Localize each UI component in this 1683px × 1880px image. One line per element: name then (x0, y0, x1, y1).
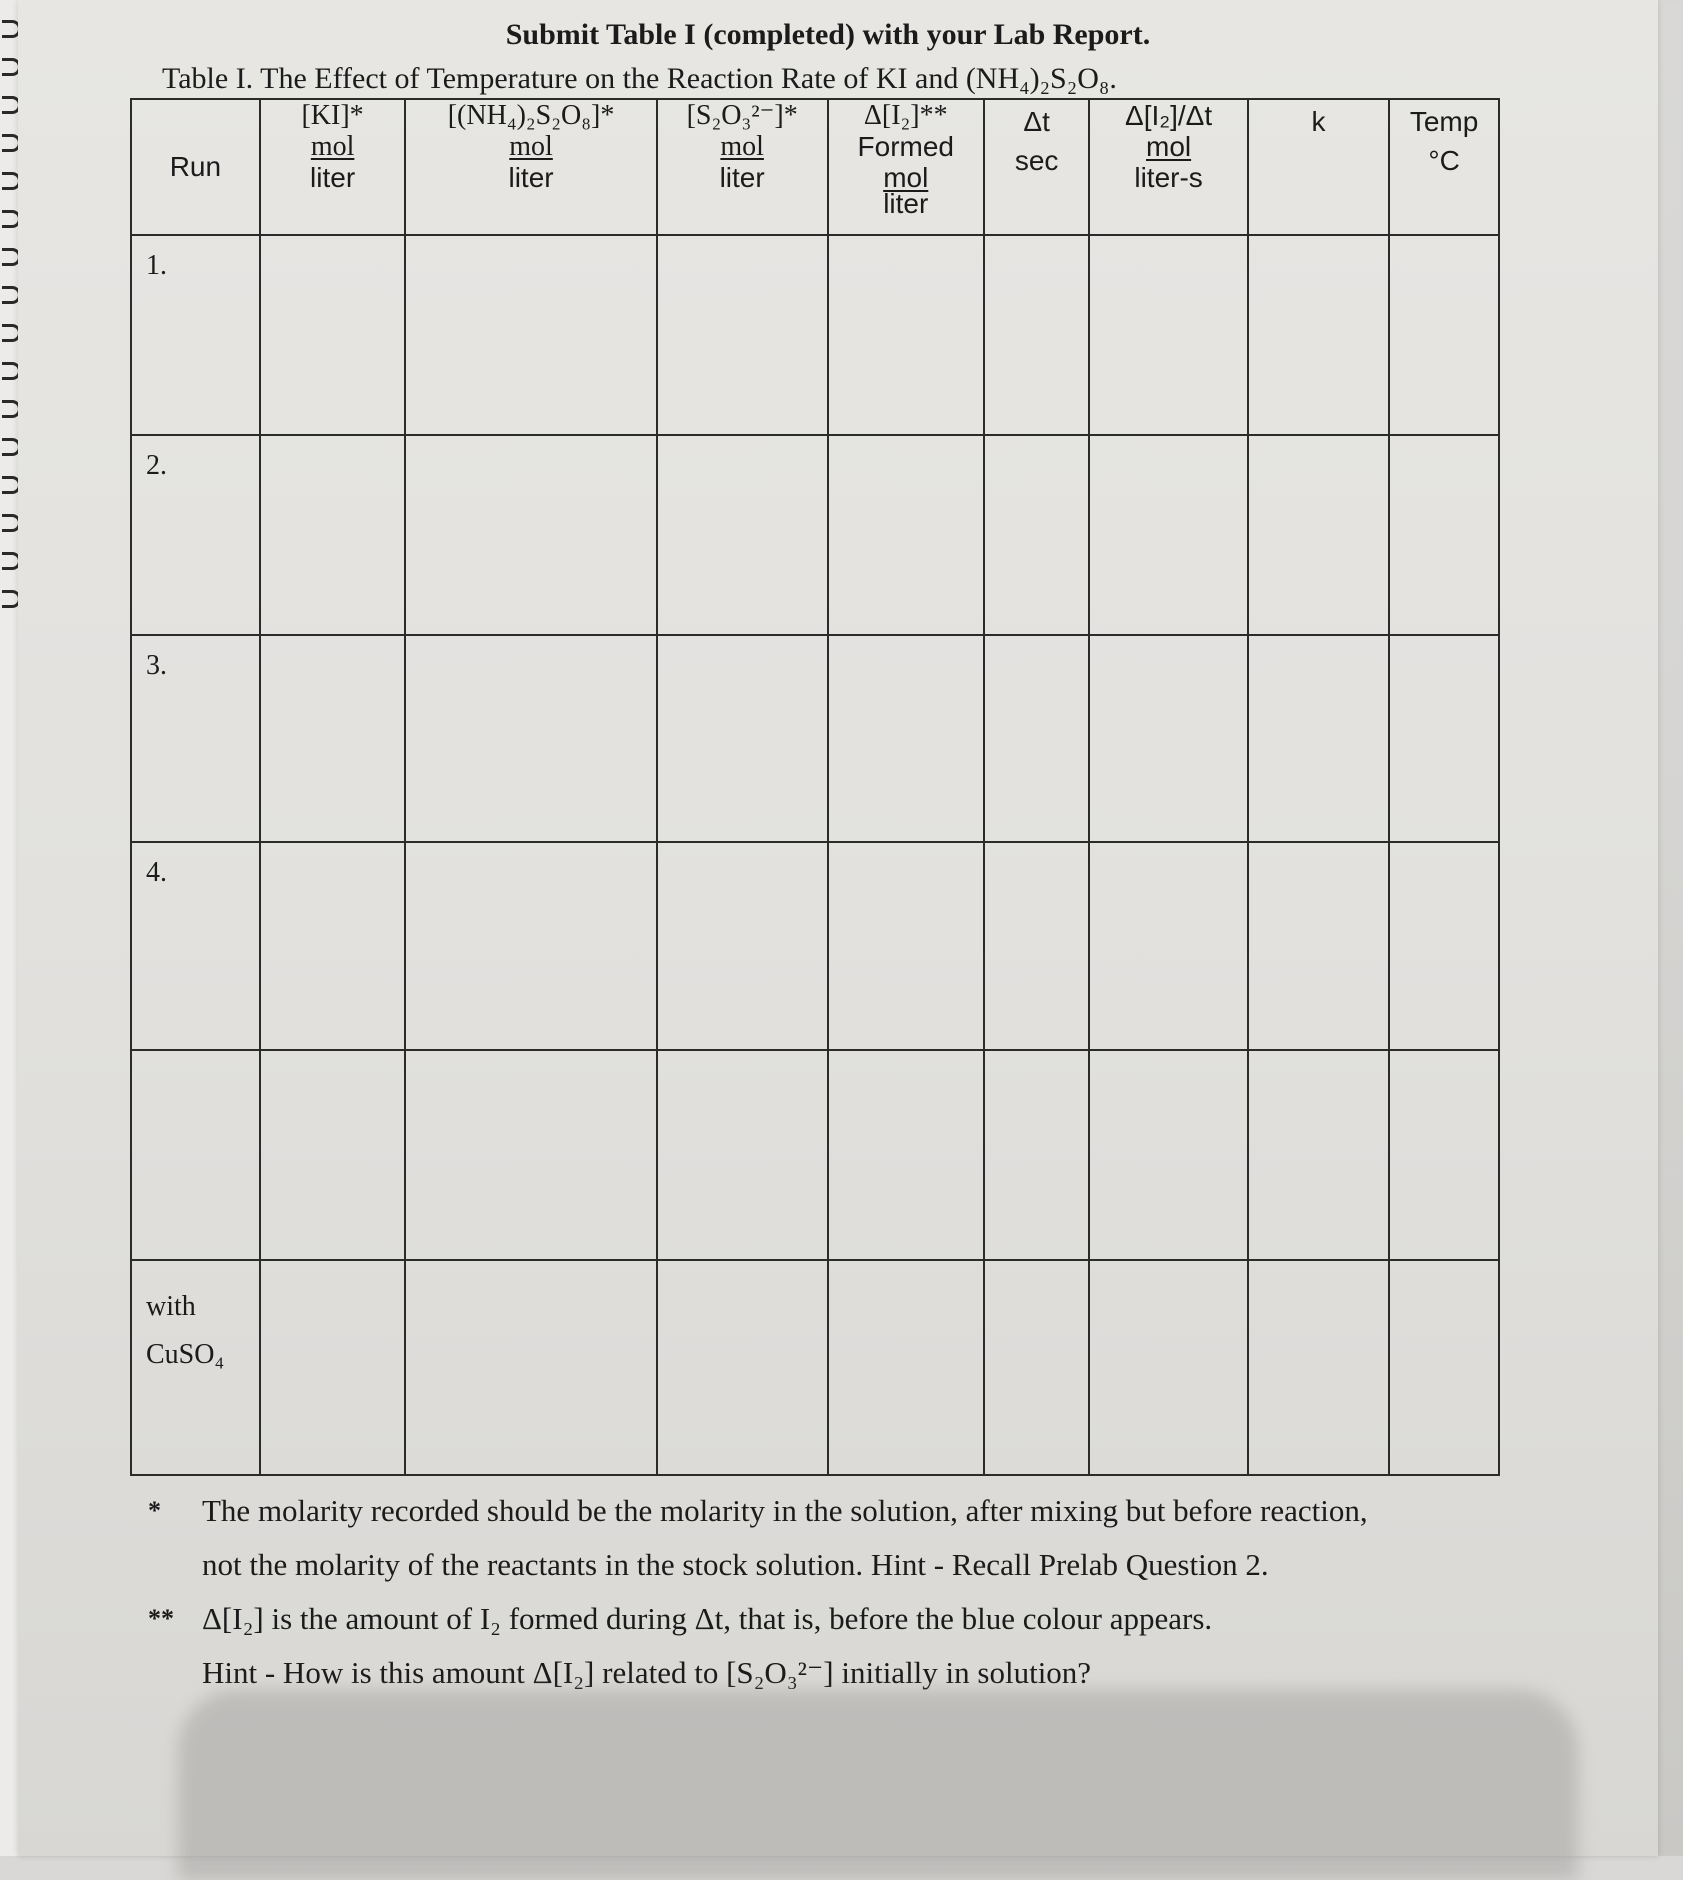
header-unit-denominator: liter (508, 162, 554, 193)
run-label-cell (131, 435, 260, 635)
data-cell[interactable] (657, 435, 828, 635)
run-label: 1. (146, 249, 167, 281)
table-row (131, 1260, 1499, 1475)
header-unit-numerator: mol (720, 131, 764, 162)
table-row (131, 235, 1499, 435)
header-delta-t (984, 99, 1090, 235)
header-unit-denominator: liter (310, 162, 356, 193)
data-cell[interactable] (1248, 1260, 1389, 1475)
header-unit-denominator: liter (719, 162, 765, 193)
header-line: [KI]* (301, 100, 364, 131)
data-cell[interactable] (1389, 1260, 1499, 1475)
run-label: 4. (146, 856, 167, 888)
data-cell[interactable] (984, 1050, 1090, 1260)
data-cell[interactable] (1089, 842, 1247, 1050)
data-cell[interactable] (828, 635, 984, 841)
data-cell[interactable] (405, 1260, 656, 1475)
footnote-line: not the molarity of the reactants in the stock solution. Hint - Recall Prelab Question 2. (202, 1547, 1269, 1582)
data-cell[interactable] (984, 635, 1090, 841)
data-cell[interactable] (657, 1050, 828, 1260)
data-cell[interactable] (260, 235, 406, 435)
footnote-line: The molarity recorded should be the molarity in the solution, after mixing but before reaction, (202, 1493, 1368, 1528)
data-cell[interactable] (260, 635, 406, 841)
data-cell[interactable] (984, 842, 1090, 1050)
data-cell[interactable] (984, 235, 1090, 435)
header-run (131, 99, 260, 235)
footnote-mark: * (148, 1496, 161, 1525)
table-row (131, 635, 1499, 841)
data-cell[interactable] (828, 435, 984, 635)
header-unit-numerator: mol (509, 131, 553, 162)
run-label: 3. (146, 650, 167, 682)
header-unit-numerator: mol (1146, 131, 1192, 162)
header-line: [S₂O₃²⁻]* (686, 100, 798, 131)
data-cell[interactable] (1389, 635, 1499, 841)
data-cell[interactable] (260, 435, 406, 635)
data-cell[interactable] (1089, 635, 1247, 841)
data-cell[interactable] (984, 435, 1090, 635)
data-cell[interactable] (657, 1260, 828, 1475)
header-line: Temp (1409, 106, 1479, 137)
data-cell[interactable] (260, 1050, 406, 1260)
header-line: Run (169, 151, 222, 183)
header-unit-numerator: mol (310, 131, 355, 162)
footnote-line: Δ[I₂] is the amount of I₂ formed during Δt, that is, before the blue colour appears. (202, 1601, 1213, 1636)
data-cell[interactable] (1089, 235, 1247, 435)
footnotes (148, 1484, 1598, 1700)
data-cell[interactable] (828, 842, 984, 1050)
footnote-line: Hint - How is this amount Δ[I₂] related to [S₂O₃²⁻] initially in solution? (202, 1655, 1092, 1690)
run-label: CuSO₄ (146, 1339, 225, 1371)
data-cell[interactable] (657, 635, 828, 841)
header-ki (260, 99, 406, 235)
table-row (131, 1050, 1499, 1260)
data-cell[interactable] (657, 842, 828, 1050)
header-thiosulfate (657, 99, 828, 235)
data-cell[interactable] (260, 842, 406, 1050)
data-cell[interactable] (260, 1260, 406, 1475)
data-cell[interactable] (1089, 435, 1247, 635)
header-unit: sec (1014, 145, 1059, 176)
data-cell[interactable] (1389, 842, 1499, 1050)
header-unit: °C (1428, 145, 1460, 176)
results-table (130, 98, 1500, 1476)
header-line: Δt (1023, 106, 1050, 137)
run-label-cell (131, 635, 260, 841)
table-row (131, 842, 1499, 1050)
header-rate (1089, 99, 1247, 235)
data-cell[interactable] (1389, 1050, 1499, 1260)
data-cell[interactable] (1089, 1050, 1247, 1260)
run-label: with (146, 1291, 196, 1323)
header-unit-denominator: liter (883, 193, 929, 215)
run-label-cell (131, 1050, 260, 1260)
data-cell[interactable] (828, 1260, 984, 1475)
data-cell[interactable] (405, 435, 656, 635)
data-cell[interactable] (1248, 235, 1389, 435)
data-cell[interactable] (1248, 435, 1389, 635)
table-header-row (131, 99, 1499, 235)
shadow (178, 1690, 1578, 1880)
header-unit-denominator: liter-s (1134, 162, 1203, 193)
header-line: Δ[I₂]** (863, 100, 948, 131)
footnote-double-star (148, 1592, 1598, 1700)
page-heading (18, 18, 1658, 52)
worksheet-page (18, 0, 1658, 1856)
footnote-single-star (148, 1484, 1598, 1592)
header-line: Formed (857, 131, 954, 162)
data-cell[interactable] (1389, 435, 1499, 635)
data-cell[interactable] (984, 1260, 1090, 1475)
header-k (1248, 99, 1389, 235)
data-cell[interactable] (1248, 842, 1389, 1050)
data-cell[interactable] (1089, 1260, 1247, 1475)
data-cell[interactable] (828, 235, 984, 435)
run-label-cell (131, 1260, 260, 1475)
data-cell[interactable] (1389, 235, 1499, 435)
data-cell[interactable] (1248, 1050, 1389, 1260)
run-label: 2. (146, 449, 167, 481)
data-cell[interactable] (405, 1050, 656, 1260)
data-cell[interactable] (405, 235, 656, 435)
table-row (131, 435, 1499, 635)
header-unit-numerator: mol (883, 162, 929, 193)
table-caption: Table I. The Effect of Temperature on the Reaction Rate of KI and (NH₄)₂S₂O₈. (162, 62, 1117, 95)
data-cell[interactable] (405, 842, 656, 1050)
heading-text: Submit Table I (completed) with your Lab Report. (505, 18, 1151, 51)
header-line: k (1311, 106, 1326, 137)
data-cell[interactable] (828, 1050, 984, 1260)
footnote-mark: ** (148, 1604, 174, 1633)
header-persulfate (405, 99, 656, 235)
data-cell[interactable] (405, 635, 656, 841)
header-temp (1389, 99, 1499, 235)
header-line: [(NH₄)₂S₂O₈]* (447, 100, 615, 131)
data-cell[interactable] (1248, 635, 1389, 841)
run-label-cell (131, 842, 260, 1050)
header-delta-i2 (828, 99, 984, 235)
header-line: Δ[I₂]/Δt (1124, 100, 1213, 131)
data-cell[interactable] (657, 235, 828, 435)
run-label-cell (131, 235, 260, 435)
